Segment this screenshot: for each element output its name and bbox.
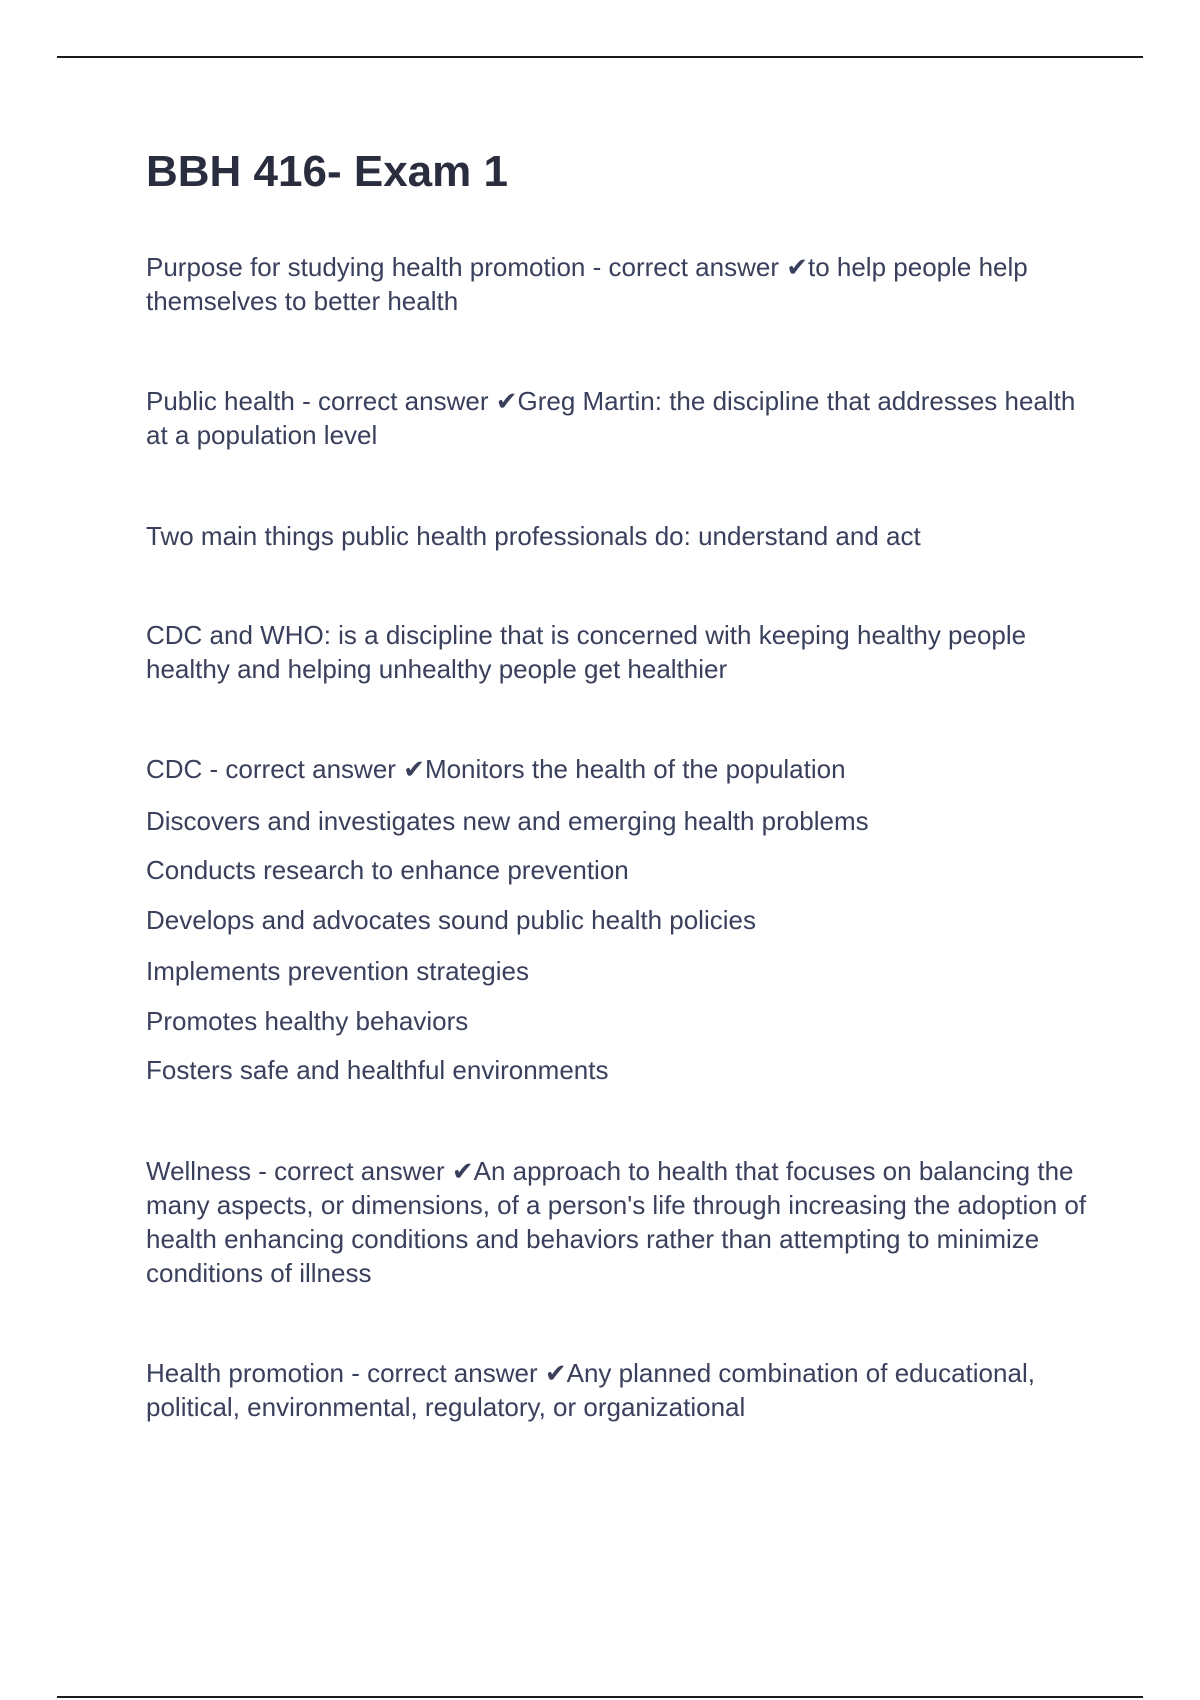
- entry-text: Wellness - correct answer ✔An approach to health that focuses on balancing the many aspects, or dimensions, of a person's life through increasing the adoption of health enhancing conditions and behaviors rather than attempting to minimize conditions of illness: [146, 1156, 1087, 1288]
- bottom-rule: [57, 1696, 1143, 1698]
- entry-text: CDC and WHO: is a discipline that is concerned with keeping healthy people healthy and helping unhealthy people get healthier: [146, 620, 1027, 684]
- cdc-list-item: Develops and advocates sound public health policies: [146, 905, 756, 935]
- entry-health-promotion: [146, 1356, 1096, 1424]
- entry-text: Two main things public health professionals do: understand and act: [146, 521, 921, 551]
- top-rule: [57, 56, 1143, 58]
- entry-purpose: [146, 250, 1096, 318]
- entry-wellness: [146, 1154, 1096, 1290]
- entry-text: Health promotion - correct answer ✔Any planned combination of educational, political, environmental, regulatory, or organizational: [146, 1358, 1035, 1422]
- entry-text: Purpose for studying health promotion - correct answer ✔to help people help themselves to better health: [146, 252, 1028, 316]
- entry-two-main-things: [146, 519, 1096, 553]
- entry-cdc-who: [146, 618, 1096, 686]
- page-title: BBH 416- Exam 1: [146, 147, 508, 196]
- cdc-list-item: Fosters safe and healthful environments: [146, 1055, 609, 1085]
- entry-public-health: [146, 384, 1096, 452]
- cdc-list-item: Promotes healthy behaviors: [146, 1006, 469, 1036]
- cdc-list-item: Discovers and investigates new and emerging health problems: [146, 806, 869, 836]
- entry-text: Public health - correct answer ✔Greg Martin: the discipline that addresses health at a population level: [146, 386, 1076, 450]
- cdc-list-item: Conducts research to enhance prevention: [146, 855, 629, 885]
- entry-cdc: CDC - correct answer ✔Monitors the health of the population: [146, 754, 846, 784]
- cdc-list-item: Implements prevention strategies: [146, 956, 529, 986]
